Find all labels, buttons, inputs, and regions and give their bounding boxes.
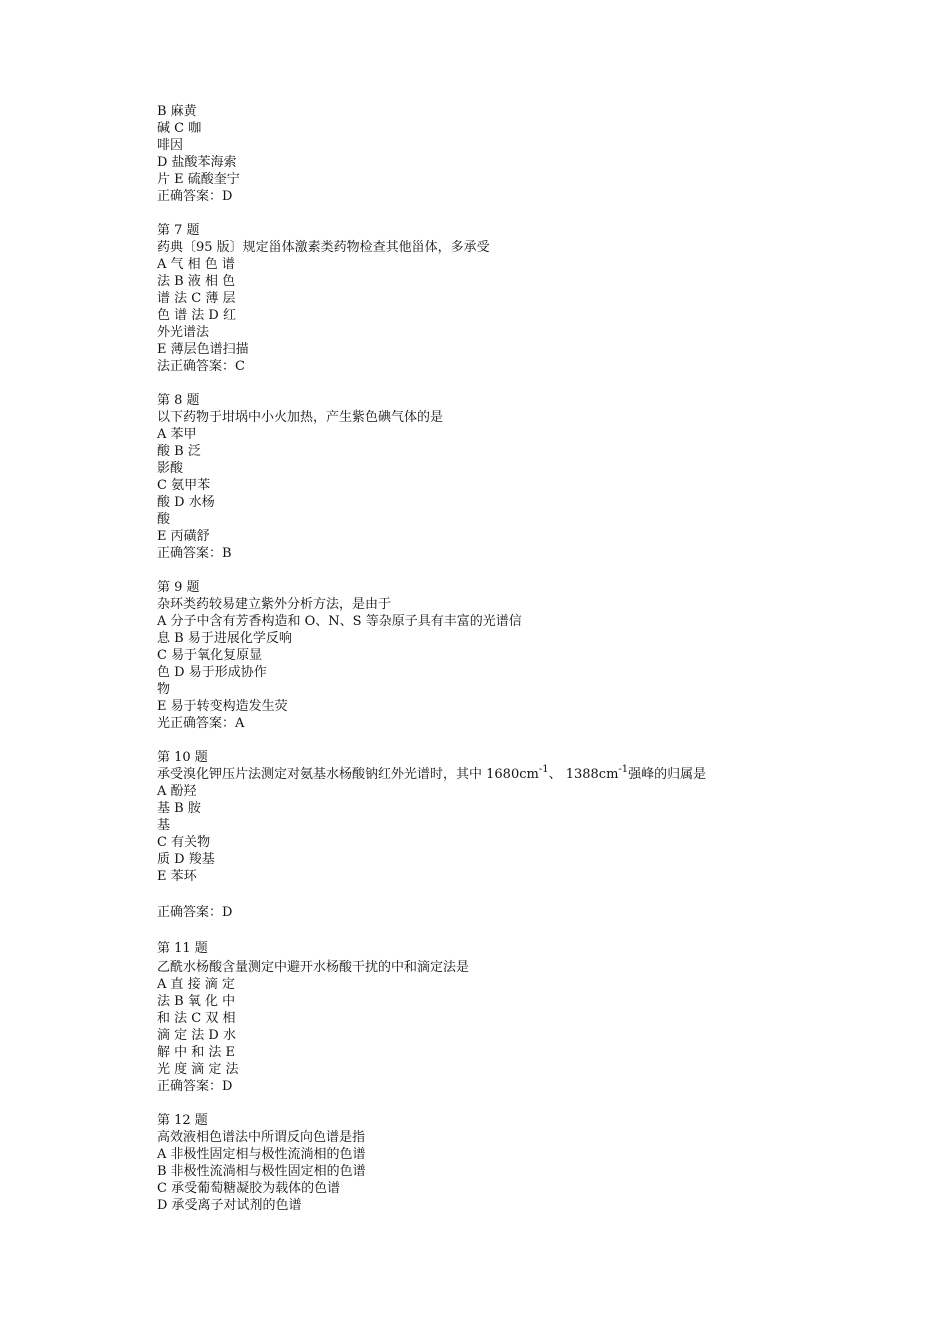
question-6-tail (157, 103, 857, 205)
question-stem (157, 766, 857, 783)
option-line: 啡因 (157, 138, 184, 153)
option-line: A 非极性固定相与极性流淌相的色谱 (157, 1147, 366, 1162)
question-stem: 高效液相色谱法中所谓反向色谱是指 (157, 1130, 366, 1145)
option-line: 滴 定 法 D 水 (157, 1028, 236, 1043)
answer-line: 正确答案：D (157, 1079, 233, 1094)
option-line: 谱 法 C 薄 层 (157, 291, 236, 306)
question-stem: 以下药物于坩埚中小火加热，产生紫色碘气体的是 (157, 410, 444, 425)
option-line: A 分子中含有芳香构造和 O、N、S 等杂原子具有丰富的光谱信 (157, 614, 522, 629)
option-line: E 苯环 (157, 869, 197, 884)
question-title: 第 12 题 (157, 1113, 208, 1128)
option-line: A 苯甲 (157, 427, 197, 442)
option-line: 光 度 滴 定 法 (157, 1062, 239, 1077)
question-title: 第 10 题 (157, 750, 208, 765)
question-10 (157, 749, 857, 921)
superscript: -1 (618, 764, 629, 775)
stem-part: 强峰的归属是 (628, 767, 707, 782)
superscript: -1 (538, 764, 549, 775)
question-12 (157, 1112, 857, 1214)
question-title: 第 9 题 (157, 580, 200, 595)
question-11 (157, 940, 857, 1095)
answer-line: 光正确答案：A (157, 716, 245, 731)
option-line: 解 中 和 法 E (157, 1045, 236, 1060)
option-line: D 承受离子对试剂的色谱 (157, 1198, 302, 1213)
option-line: 酸 D 水杨 (157, 495, 215, 510)
option-line: E 丙磺舒 (157, 529, 210, 544)
question-title: 第 8 题 (157, 393, 200, 408)
option-line: 影酸 (157, 461, 184, 476)
option-line: B 麻黄 (157, 104, 197, 119)
answer-line: 正确答案：B (157, 546, 232, 561)
answer-line: 正确答案：D (157, 189, 233, 204)
question-stem: 药典〔95 版〕规定甾体激素类药物检查其他甾体，多承受 (157, 240, 490, 255)
answer-line: 正确答案：D (157, 905, 233, 920)
question-7 (157, 222, 857, 375)
option-line: B 非极性流淌相与极性固定相的色谱 (157, 1164, 366, 1179)
question-stem: 杂环类药较易建立紫外分析方法，是由于 (157, 597, 392, 612)
option-line: 和 法 C 双 相 (157, 1011, 236, 1026)
option-line: 物 (157, 682, 171, 697)
option-line: 色 D 易于形成协作 (157, 665, 267, 680)
document-page (157, 103, 857, 1214)
option-line: 法 B 氧 化 中 (157, 994, 236, 1009)
option-line: 外光谱法 (157, 325, 210, 340)
option-line: 基 B 胺 (157, 801, 201, 816)
option-line: 碱 C 咖 (157, 121, 202, 136)
question-9 (157, 579, 857, 732)
question-title: 第 7 题 (157, 223, 200, 238)
option-line: C 承受葡萄糖凝胶为载体的色谱 (157, 1181, 341, 1196)
option-line: A 酚羟 (157, 784, 197, 799)
option-line: 息 B 易于进展化学反响 (157, 631, 292, 646)
option-line: 色 谱 法 D 红 (157, 308, 236, 323)
option-line: 酸 (157, 512, 171, 527)
option-line: 质 D 羧基 (157, 852, 215, 867)
stem-part: 承受溴化钾压片法测定对氨基水杨酸钠红外光谱时，其中 1680cm (157, 767, 539, 782)
question-title: 第 11 题 (157, 941, 208, 956)
option-line: E 薄层色谱扫描 (157, 342, 249, 357)
option-line: 片 E 硫酸奎宁 (157, 172, 240, 187)
option-line: C 有关物 (157, 835, 211, 850)
option-line: C 易于氧化复原显 (157, 648, 263, 663)
option-line: 法 B 液 相 色 (157, 274, 236, 289)
option-line: E 易于转变构造发生荧 (157, 699, 288, 714)
question-stem: 乙酰水杨酸含量测定中避开水杨酸干扰的中和滴定法是 (157, 960, 470, 975)
answer-line: 法正确答案：C (157, 359, 245, 374)
option-line: A 直 接 滴 定 (157, 977, 235, 992)
option-line: 基 (157, 818, 171, 833)
option-line: C 氨甲苯 (157, 478, 211, 493)
question-8 (157, 392, 857, 562)
option-line: D 盐酸苯海索 (157, 155, 237, 170)
stem-part: 、 1388cm (548, 767, 619, 782)
option-line: 酸 B 泛 (157, 444, 201, 459)
option-line: A 气 相 色 谱 (157, 257, 235, 272)
